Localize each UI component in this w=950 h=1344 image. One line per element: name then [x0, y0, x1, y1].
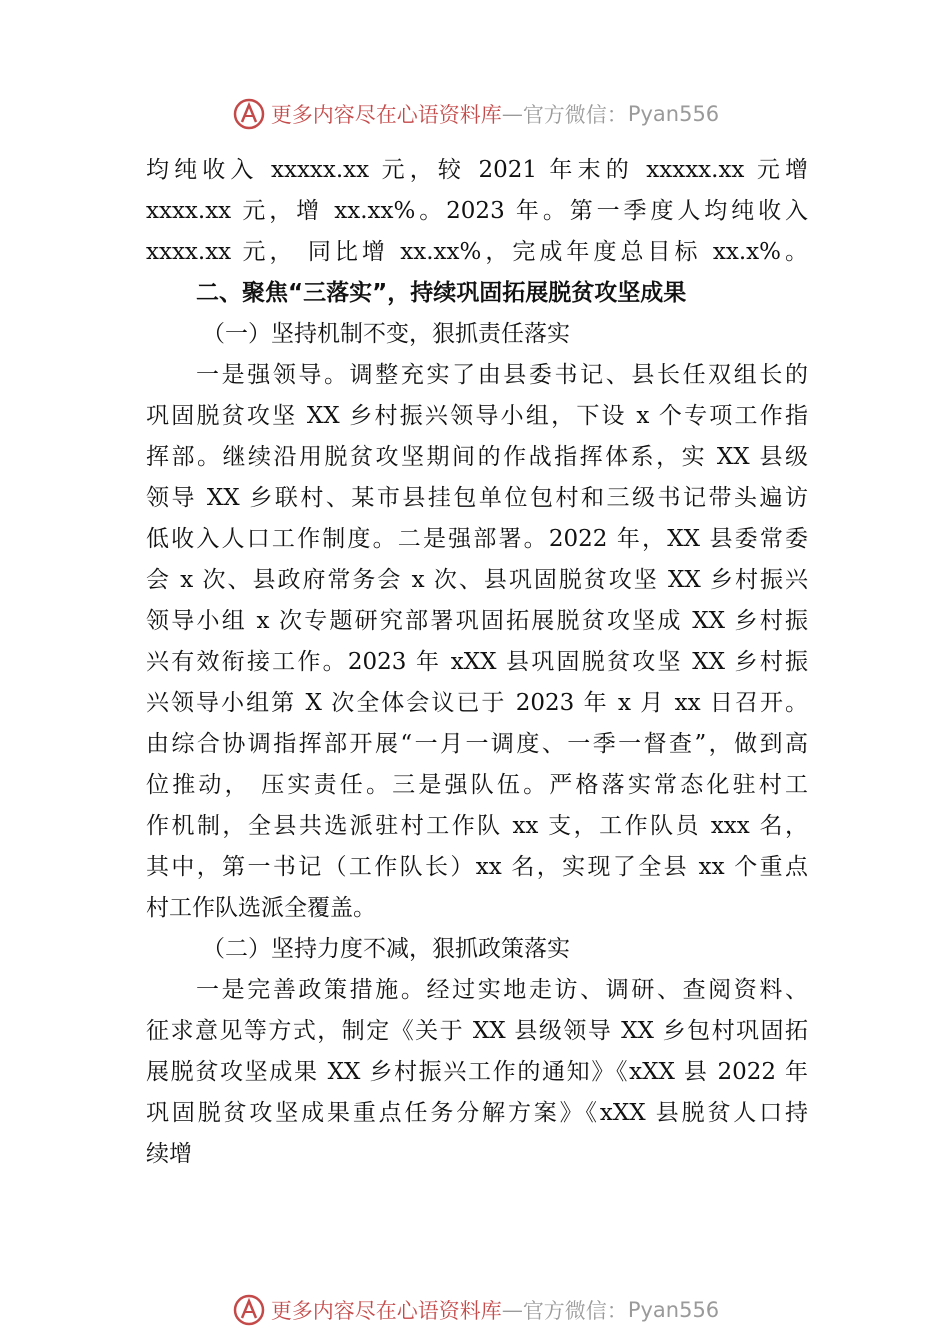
paragraph-line: 领导 XX 乡联村、某市县挂包单位包村和三级书记带头遍访 — [146, 485, 808, 511]
paragraph-line: xxxx.xx 元，增 xx.xx%。2023 年。第一季度人均纯收入 — [146, 198, 808, 224]
section-heading: 二、聚焦“三落实”，持续巩固拓展脱贫攻坚成果 — [196, 280, 687, 306]
watermark-brand: 更多内容尽在心语资料库 — [270, 1299, 502, 1323]
paragraph-line: 会 x 次、县政府常务会 x 次、县巩固脱贫攻坚 XX 乡村振兴 — [146, 567, 808, 593]
paragraph-line: 均纯收入 xxxxx.xx 元，较 2021 年末的 xxxxx.xx 元增 — [146, 157, 808, 183]
paragraph-line: 挥部。继续沿用脱贫攻坚期间的作战指挥体系，实 XX 县级 — [146, 444, 808, 470]
paragraph-line: 巩固脱贫攻坚成果重点任务分解方案》《xXX 县脱贫人口持 — [146, 1100, 808, 1126]
footer-watermark — [0, 1290, 950, 1330]
paragraph-line: 低收入人口工作制度。二是强部署。2022 年，XX 县委常委 — [146, 526, 808, 552]
paragraph-line: 领导小组 x 次专题研究部署巩固拓展脱贫攻坚成 XX 乡村振 — [146, 608, 808, 634]
watermark-wechat-id: Pyan556 — [627, 1298, 720, 1322]
paragraph-line: 位推动， 压实责任。三是强队伍。严格落实常态化驻村工 — [146, 772, 808, 798]
paragraph-line: 作机制，全县共选派驻村工作队 xx 支，工作队员 xxx 名， — [146, 813, 808, 839]
watermark-wechat-label: 官方微信： — [522, 103, 628, 127]
paragraph-line: 巩固脱贫攻坚 XX 乡村振兴领导小组，下设 x 个专项工作指 — [146, 403, 808, 429]
paragraph-line: 兴有效衔接工作。2023 年 xXX 县巩固脱贫攻坚 XX 乡村振 — [146, 649, 808, 675]
watermark-separator: — — [501, 102, 523, 126]
paragraph-line: 由综合协调指挥部开展“一月一调度、一季一督查”，做到高 — [146, 731, 808, 757]
document-body — [146, 150, 808, 1175]
paragraph-line: 展脱贫攻坚成果 XX 乡村振兴工作的通知》《xXX 县 2022 年 — [146, 1059, 808, 1085]
watermark-separator: — — [501, 1298, 523, 1322]
subsection-heading: （二）坚持力度不减，狠抓政策落实 — [202, 936, 570, 962]
paragraph-line: 其中，第一书记（工作队长）xx 名，实现了全县 xx 个重点 — [146, 854, 808, 880]
ribbon-logo-icon — [231, 1292, 267, 1328]
paragraph-line: 兴领导小组第 X 次全体会议已于 2023 年 x 月 xx 日召开。 — [146, 690, 808, 716]
paragraph-line: 征求意见等方式，制定《关于 XX 县级领导 XX 乡包村巩固拓 — [146, 1018, 808, 1044]
watermark-brand: 更多内容尽在心语资料库 — [270, 103, 502, 127]
ribbon-logo-icon — [231, 96, 267, 132]
watermark-wechat-id: Pyan556 — [627, 102, 720, 126]
header-watermark — [0, 94, 950, 134]
paragraph-line: 续增 — [146, 1141, 192, 1167]
paragraph-line: 一是强领导。调整充实了由县委书记、县长任双组长的 — [196, 362, 808, 388]
paragraph-line: 一是完善政策措施。经过实地走访、调研、查阅资料、 — [196, 977, 808, 1003]
paragraph-line: xxxx.xx 元， 同比增 xx.xx%，完成年度总目标 xx.x%。 — [146, 239, 808, 265]
paragraph-line: 村工作队选派全覆盖。 — [146, 895, 376, 921]
watermark-wechat-label: 官方微信： — [522, 1299, 628, 1323]
subsection-heading: （一）坚持机制不变，狠抓责任落实 — [202, 321, 570, 347]
